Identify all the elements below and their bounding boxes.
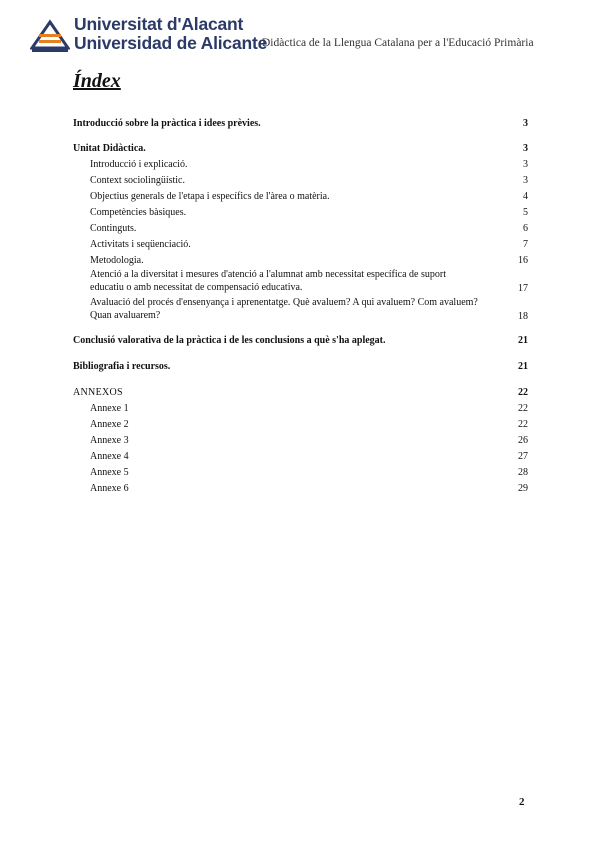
toc-entry-text: Annexe 3 (90, 435, 129, 446)
toc-entry-intro[interactable] (73, 113, 528, 129)
toc-subentry[interactable] (73, 234, 528, 250)
toc-entry-text: Bibliografia i recursos. (73, 361, 171, 372)
index-title: Índex (73, 70, 121, 92)
toc-annex-entry[interactable] (73, 398, 528, 414)
toc-entry-conclusio[interactable] (73, 330, 528, 346)
toc-subentry[interactable] (73, 154, 528, 170)
toc-entry-page: 4 (523, 191, 528, 202)
toc-entry-page: 22 (518, 403, 528, 414)
toc-entry-page: 6 (523, 223, 528, 234)
university-name (74, 15, 267, 53)
toc-subentry[interactable] (73, 186, 528, 202)
toc-entry-text: ANNEXOS (73, 387, 123, 398)
toc-entry-text: Activitats i seqüenciació. (90, 239, 191, 250)
toc-annex-entry[interactable] (73, 462, 528, 478)
toc-entry-page: 16 (518, 255, 528, 266)
toc-entry-page: 3 (523, 159, 528, 170)
toc-entry-text-line1: Atenció a la diversitat i mesures d'atenció a l'alumnat amb necessitat específica de suport (90, 269, 446, 280)
toc-entry-text-line1: Avaluació del procés d'ensenyança i aprenentatge. Què avaluem? A qui avaluem? Com avaluem? (90, 297, 478, 308)
toc-entry-page: 26 (518, 435, 528, 446)
toc-entry-text: Annexe 4 (90, 451, 129, 462)
university-logo-icon (30, 14, 70, 54)
toc-subentry[interactable] (73, 218, 528, 234)
toc-entry-text: Unitat Didàctica. (73, 143, 146, 154)
toc-entry-text: Conclusió valorativa de la pràctica i de les conclusions a què s'ha aplegat. (73, 335, 386, 346)
toc-entry-text: Metodologia. (90, 255, 144, 266)
toc-entry-page: 7 (523, 239, 528, 250)
toc-entry-text-line2: Quan avaluarem? (90, 310, 161, 321)
toc-entry-page: 3 (523, 175, 528, 186)
toc-entry-page: 21 (518, 361, 528, 372)
toc-entry-page: 22 (518, 387, 528, 398)
toc-subentry[interactable] (73, 250, 528, 266)
toc-entry-unitat[interactable] (73, 138, 528, 154)
toc-entry-text: Introducció i explicació. (90, 159, 188, 170)
university-name-line2: Universidad de Alicante (74, 33, 268, 53)
page-number: 2 (519, 796, 525, 808)
toc-subentry-atencio[interactable] (73, 268, 528, 294)
page-header (0, 0, 600, 64)
toc-annex-entry[interactable] (73, 478, 528, 494)
toc-entry-text: Annexe 5 (90, 467, 129, 478)
toc-annex-entry[interactable] (73, 446, 528, 462)
toc-entry-page: 3 (523, 143, 528, 154)
toc-annex-entry[interactable] (73, 430, 528, 446)
toc-entry-page: 18 (518, 311, 528, 322)
toc-entry-text: Introducció sobre la pràctica i idees prèvies. (73, 118, 261, 129)
table-of-contents (73, 110, 528, 494)
toc-entry-page: 3 (523, 118, 528, 129)
toc-entry-page: 28 (518, 467, 528, 478)
toc-entry-text (90, 296, 528, 322)
toc-entry-bibliografia[interactable] (73, 356, 528, 372)
toc-entry-text: Context sociolingüístic. (90, 175, 185, 186)
toc-entry-text: Annexe 2 (90, 419, 129, 430)
toc-subentry[interactable] (73, 170, 528, 186)
document-header-title: Didàctica de la Llengua Catalana per a l'Educació Primària (262, 37, 534, 49)
toc-entry-text: Annexe 6 (90, 483, 129, 494)
toc-subentry[interactable] (73, 202, 528, 218)
university-name-line1: Universitat d'Alacant (74, 14, 244, 34)
toc-annex-entry[interactable] (73, 414, 528, 430)
toc-entry-page: 29 (518, 483, 528, 494)
toc-entry-page: 21 (518, 335, 528, 346)
toc-entry-text: Competències bàsiques. (90, 207, 187, 218)
toc-entry-text: Continguts. (90, 223, 137, 234)
toc-entry-annexos[interactable] (73, 382, 528, 398)
toc-entry-page: 27 (518, 451, 528, 462)
toc-entry-text: Objectius generals de l'etapa i específics de l'àrea o matèria. (90, 191, 330, 202)
toc-entry-page: 5 (523, 207, 528, 218)
toc-entry-page: 22 (518, 419, 528, 430)
toc-entry-text-line2: educatiu o amb necessitat de compensació educativa. (90, 282, 303, 293)
toc-subentry-avaluacio[interactable] (73, 296, 528, 322)
toc-entry-text: Annexe 1 (90, 403, 129, 414)
toc-entry-text (90, 268, 498, 294)
toc-entry-page: 17 (518, 283, 528, 294)
